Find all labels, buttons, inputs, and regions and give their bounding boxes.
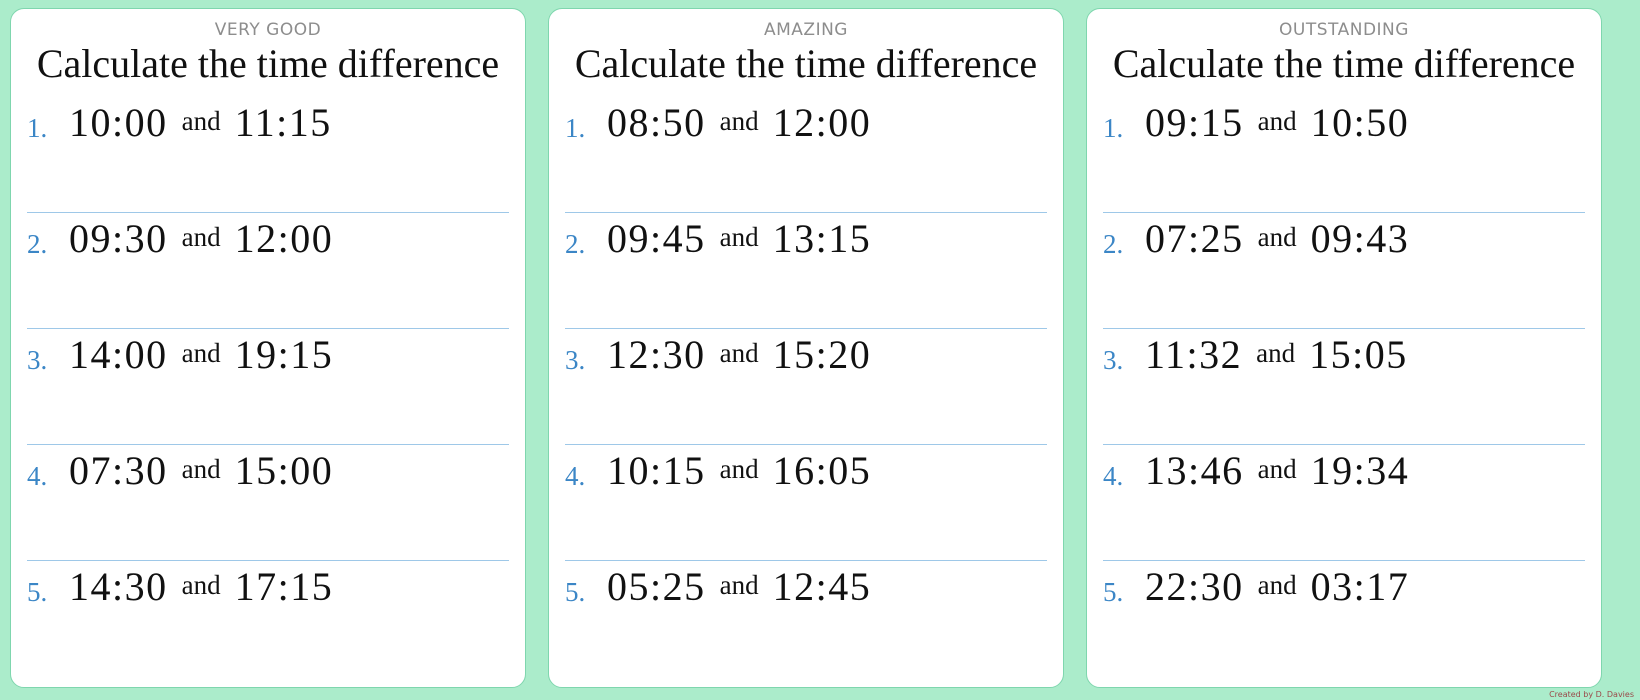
end-time: 19:15 <box>234 332 334 377</box>
start-time: 13:46 <box>1145 448 1244 493</box>
conjunction-label: and <box>181 454 221 484</box>
question-row <box>1103 445 1585 561</box>
conjunction-label: and <box>719 338 759 368</box>
start-time: 07:30 <box>69 448 168 493</box>
end-time: 12:00 <box>772 100 872 145</box>
question-body <box>607 215 1047 262</box>
question-body <box>69 447 509 494</box>
question-number: 2. <box>565 229 586 259</box>
question-number: 3. <box>1103 345 1124 375</box>
card-title: Calculate the time difference <box>36 41 500 86</box>
question-row <box>27 445 509 561</box>
card-banner: OUTSTANDING <box>1279 20 1409 40</box>
question-row <box>1103 561 1585 677</box>
question-number: 4. <box>565 461 586 491</box>
end-time: 15:20 <box>772 332 872 377</box>
end-time: 10:50 <box>1310 100 1410 145</box>
conjunction-label: and <box>1257 570 1297 600</box>
end-time: 17:15 <box>234 564 334 609</box>
question-row <box>27 329 509 445</box>
card-title: Calculate the time difference <box>1112 41 1576 86</box>
question-body <box>607 331 1047 378</box>
question-number: 1. <box>27 113 48 143</box>
question-body <box>1145 563 1585 610</box>
question-number: 5. <box>565 577 586 607</box>
question-number: 1. <box>1103 113 1124 143</box>
conjunction-label: and <box>1257 106 1297 136</box>
question-list <box>27 97 509 677</box>
start-time: 14:30 <box>69 564 168 609</box>
question-row <box>1103 213 1585 329</box>
question-body <box>69 99 509 146</box>
end-time: 03:17 <box>1310 564 1410 609</box>
question-number: 3. <box>27 345 48 375</box>
credit-line: Created by D. Davies <box>1549 690 1634 699</box>
end-time: 09:43 <box>1310 216 1410 261</box>
question-body <box>1145 331 1585 378</box>
end-time: 12:45 <box>772 564 872 609</box>
end-time: 11:15 <box>234 100 332 145</box>
start-time: 12:30 <box>607 332 706 377</box>
start-time: 09:45 <box>607 216 706 261</box>
question-row <box>1103 329 1585 445</box>
question-list <box>1103 97 1585 677</box>
start-time: 05:25 <box>607 564 706 609</box>
question-number: 3. <box>565 345 586 375</box>
conjunction-label: and <box>1256 338 1296 368</box>
question-body <box>1145 447 1585 494</box>
end-time: 15:00 <box>234 448 334 493</box>
start-time: 10:15 <box>607 448 706 493</box>
worksheet-card-very-good <box>10 8 526 688</box>
question-number: 5. <box>27 577 48 607</box>
conjunction-label: and <box>719 106 759 136</box>
question-list <box>565 97 1047 677</box>
question-row <box>565 561 1047 677</box>
question-row <box>565 97 1047 213</box>
end-time: 12:00 <box>234 216 334 261</box>
end-time: 15:05 <box>1309 332 1408 377</box>
conjunction-label: and <box>181 570 221 600</box>
question-row <box>27 97 509 213</box>
conjunction-label: and <box>1257 222 1297 252</box>
question-row <box>565 445 1047 561</box>
question-body <box>69 215 509 262</box>
worksheet-card-amazing <box>548 8 1064 688</box>
start-time: 22:30 <box>1145 564 1244 609</box>
conjunction-label: and <box>181 338 221 368</box>
start-time: 08:50 <box>607 100 706 145</box>
question-body <box>607 563 1047 610</box>
question-row <box>1103 97 1585 213</box>
end-time: 13:15 <box>772 216 872 261</box>
question-number: 5. <box>1103 577 1124 607</box>
worksheet-card-outstanding <box>1086 8 1602 688</box>
card-banner: VERY GOOD <box>214 20 322 40</box>
end-time: 19:34 <box>1310 448 1410 493</box>
question-number: 2. <box>1103 229 1124 259</box>
card-banner: AMAZING <box>764 20 848 40</box>
question-body <box>607 99 1047 146</box>
start-time: 14:00 <box>69 332 168 377</box>
card-title: Calculate the time difference <box>574 41 1038 86</box>
question-row <box>565 213 1047 329</box>
conjunction-label: and <box>719 454 759 484</box>
question-body <box>607 447 1047 494</box>
start-time: 09:15 <box>1145 100 1244 145</box>
start-time: 09:30 <box>69 216 168 261</box>
question-body <box>69 563 509 610</box>
conjunction-label: and <box>1257 454 1297 484</box>
question-body <box>1145 99 1585 146</box>
question-number: 1. <box>565 113 586 143</box>
conjunction-label: and <box>181 222 221 252</box>
question-body <box>69 331 509 378</box>
question-row <box>565 329 1047 445</box>
start-time: 07:25 <box>1145 216 1244 261</box>
question-body <box>1145 215 1585 262</box>
conjunction-label: and <box>181 106 221 136</box>
start-time: 11:32 <box>1145 332 1243 377</box>
question-number: 4. <box>1103 461 1124 491</box>
start-time: 10:00 <box>69 100 168 145</box>
conjunction-label: and <box>719 570 759 600</box>
end-time: 16:05 <box>772 448 872 493</box>
question-number: 4. <box>27 461 48 491</box>
question-row <box>27 213 509 329</box>
question-row <box>27 561 509 677</box>
conjunction-label: and <box>719 222 759 252</box>
question-number: 2. <box>27 229 48 259</box>
